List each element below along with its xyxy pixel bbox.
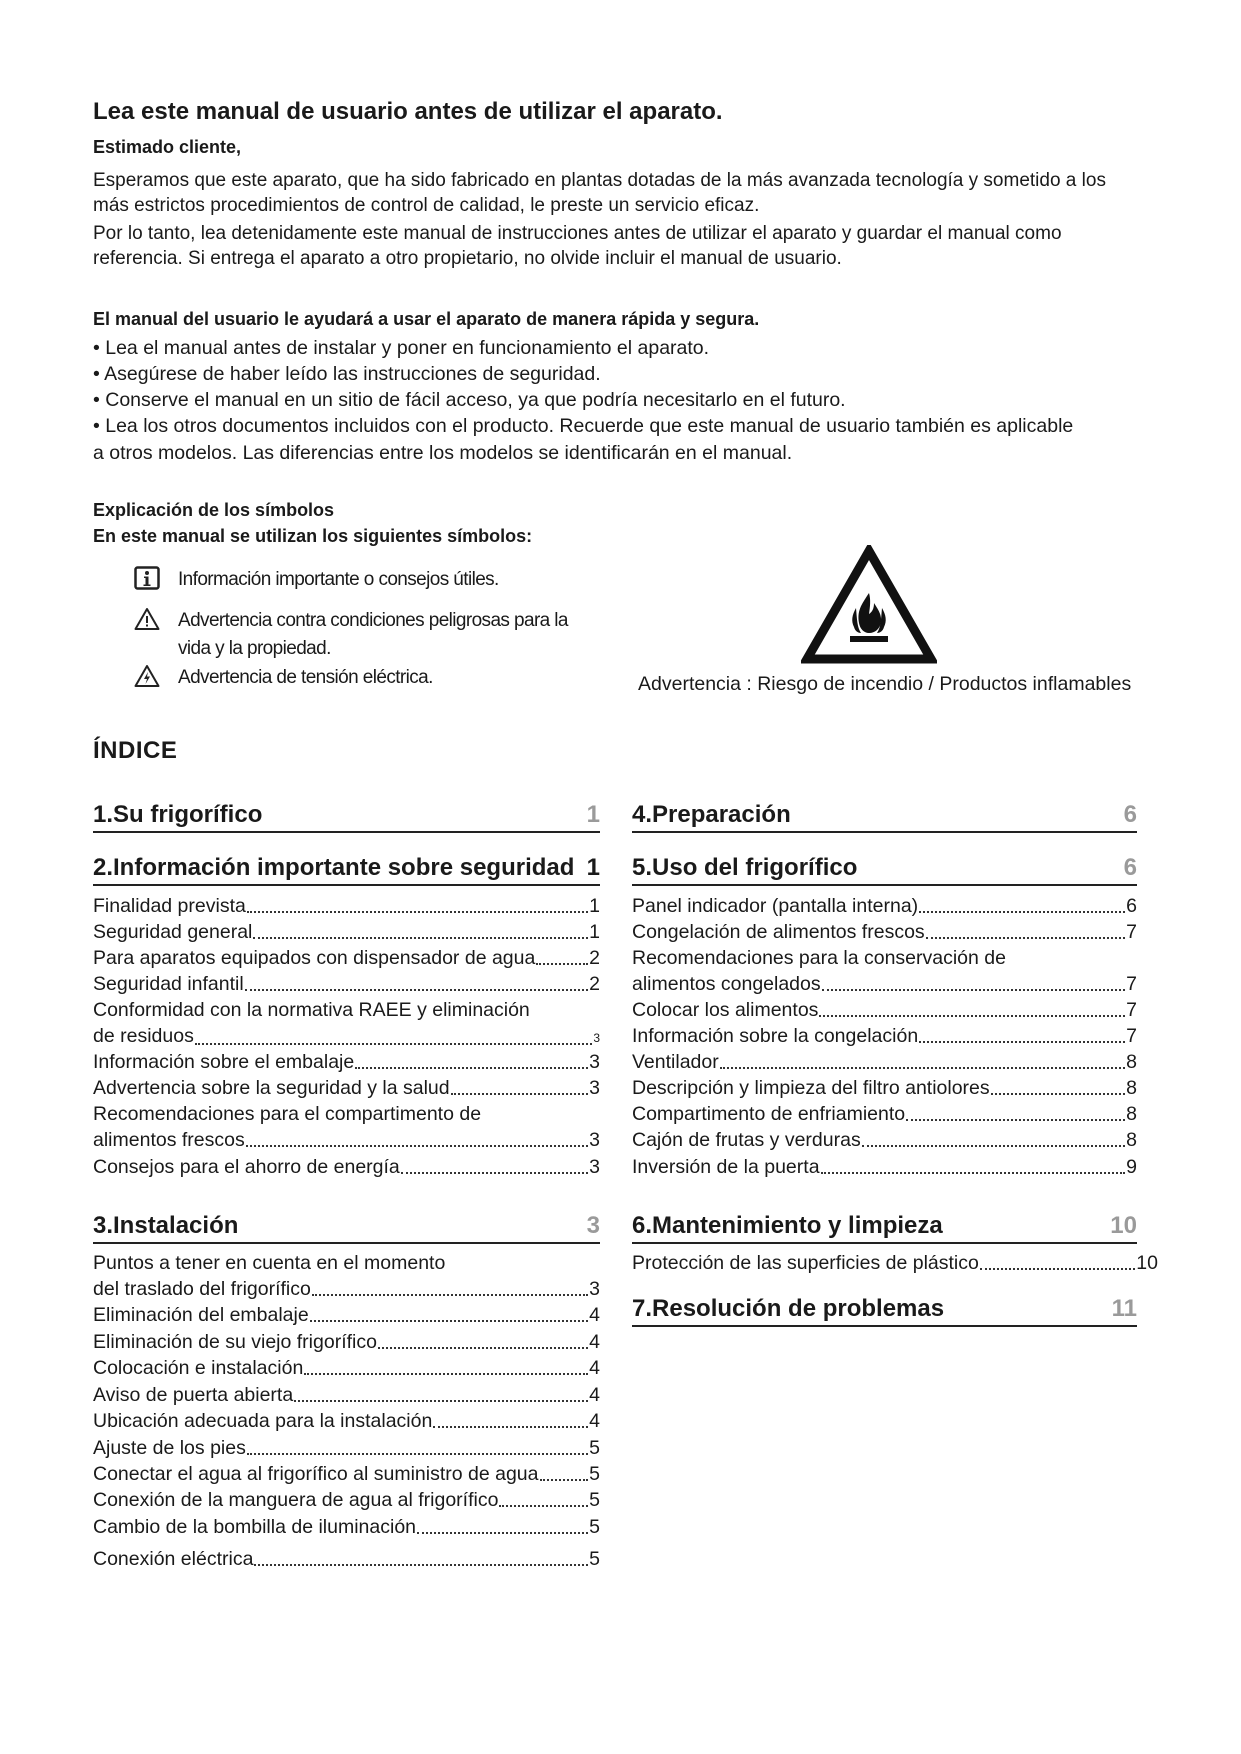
symbol-electric-text: Advertencia de tensión eléctrica. <box>178 667 433 688</box>
toc-entry: Eliminación del embalaje 4 <box>93 1304 600 1326</box>
section-7-label: 7.Resolución de problemas <box>632 1295 945 1322</box>
manual-help-bullet: • Asegúrese de haber leído las instrucciones de seguridad. <box>93 363 601 385</box>
symbols-subheading: En este manual se utilizan los siguientes símbolos: <box>93 526 533 546</box>
symbol-warning-row <box>134 607 568 663</box>
fire-warning-caption: Advertencia : Riesgo de incendio / Productos inflamables <box>638 673 1132 695</box>
intro-paragraph-2-line-1: Por lo tanto, lea detenidamente este manual de instrucciones antes de utilizar el aparato y guardar el manual como <box>93 223 1062 244</box>
flammable-warning-icon <box>801 545 937 667</box>
section-3-heading <box>93 1210 600 1244</box>
toc-entry: Inversión de la puerta 9 <box>632 1156 1137 1178</box>
section-5-heading <box>632 852 1137 886</box>
greeting: Estimado cliente, <box>93 137 242 157</box>
toc-entry: de residuos 3 <box>93 1025 600 1047</box>
manual-help-bullet: • Lea el manual antes de instalar y poner en funcionamiento el aparato. <box>93 337 710 359</box>
intro-paragraph-1-line-1: Esperamos que este aparato, que ha sido fabricado en plantas dotadas de la más avanzada tecnología y sometido a los <box>93 170 1106 191</box>
section-7-page: 11 <box>1111 1295 1137 1322</box>
info-icon <box>134 566 160 590</box>
symbol-warning-text-line-1: Advertencia contra condiciones peligrosas para la <box>178 610 568 631</box>
toc-entry-line: Conformidad con la normativa RAEE y eliminación <box>93 999 530 1021</box>
toc-entry: Finalidad prevista 1 <box>93 895 600 917</box>
section-1-page: 1 <box>586 801 600 828</box>
toc-entry: Ubicación adecuada para la instalación 4 <box>93 1410 600 1432</box>
toc-entry: Consejos para el ahorro de energía 3 <box>93 1156 600 1178</box>
toc-entry: Colocación e instalación 4 <box>93 1357 600 1379</box>
section-1-label: 1.Su frigorífico <box>93 801 263 828</box>
toc-entry: Advertencia sobre la seguridad y la salud 3 <box>93 1077 600 1099</box>
toc-entry: alimentos frescos 3 <box>93 1129 600 1151</box>
manual-help-bullet: • Lea los otros documentos incluidos con el producto. Recuerde que este manual de usuario también es aplicable <box>93 415 1074 437</box>
toc-entry: Conectar el agua al frigorífico al suministro de agua 5 <box>93 1463 600 1485</box>
section-4-label: 4.Preparación <box>632 801 791 828</box>
toc-entry: Seguridad general 1 <box>93 921 600 943</box>
toc-entry: alimentos congelados 7 <box>632 973 1137 995</box>
symbol-info-row <box>134 566 499 594</box>
section-6-page: 10 <box>1110 1212 1137 1239</box>
section-1-heading <box>93 799 600 833</box>
toc-entry: Información sobre la congelación 7 <box>632 1025 1137 1047</box>
toc-entry: Cambio de la bombilla de iluminación 5 <box>93 1516 600 1538</box>
index-title: ÍNDICE <box>93 737 178 764</box>
toc-entry: Cajón de frutas y verduras 8 <box>632 1129 1137 1151</box>
section-3-label: 3.Instalación <box>93 1212 239 1239</box>
toc-entry: Para aparatos equipados con dispensador de agua 2 <box>93 947 600 969</box>
symbol-info-text: Información importante o consejos útiles. <box>178 569 499 590</box>
section-6-label: 6.Mantenimiento y limpieza <box>632 1212 943 1239</box>
manual-help-bullet-continuation: a otros modelos. Las diferencias entre los modelos se identificarán en el manual. <box>93 442 793 464</box>
toc-entry: Ventilador 8 <box>632 1051 1137 1073</box>
section-2-heading <box>93 852 600 886</box>
toc-entry-line: Recomendaciones para la conservación de <box>632 947 1006 969</box>
section-2-page: 1 <box>586 854 600 881</box>
symbol-warning-text-line-2: vida y la propiedad. <box>178 638 331 659</box>
section-4-heading <box>632 799 1137 833</box>
section-4-page: 6 <box>1123 801 1137 828</box>
intro-paragraph-1-line-2: más estrictos procedimientos de control de calidad, le preste un servicio eficaz. <box>93 195 760 216</box>
manual-help-heading: El manual del usuario le ayudará a usar el aparato de manera rápida y segura. <box>93 309 760 329</box>
toc-entry: Seguridad infantil 2 <box>93 973 600 995</box>
symbol-electric-row <box>134 664 433 692</box>
electric-warning-icon <box>134 664 160 688</box>
toc-entry-line: Puntos a tener en cuenta en el momento <box>93 1252 446 1274</box>
toc-entry: Compartimento de enfriamiento 8 <box>632 1103 1137 1125</box>
section-6-heading <box>632 1210 1137 1244</box>
section-2-label: 2.Información importante sobre seguridad <box>93 854 575 881</box>
document-title: Lea este manual de usuario antes de utilizar el aparato. <box>93 98 723 125</box>
section-7-heading <box>632 1293 1137 1327</box>
symbols-heading: Explicación de los símbolos <box>93 500 335 520</box>
section-5-label: 5.Uso del frigorífico <box>632 854 858 881</box>
warning-icon <box>134 607 160 631</box>
toc-entry: Eliminación de su viejo frigorífico 4 <box>93 1331 600 1353</box>
toc-entry: Conexión de la manguera de agua al frigorífico 5 <box>93 1489 600 1511</box>
manual-help-bullet: • Conserve el manual en un sitio de fácil acceso, ya que podría necesitarlo en el futuro. <box>93 389 846 411</box>
toc-entry: Ajuste de los pies 5 <box>93 1437 600 1459</box>
toc-entry: Aviso de puerta abierta 4 <box>93 1384 600 1406</box>
toc-entry: Congelación de alimentos frescos 7 <box>632 921 1137 943</box>
toc-entry: Protección de las superficies de plástico 10 <box>632 1252 1158 1274</box>
intro-paragraph-2-line-2: referencia. Si entrega el aparato a otro propietario, no olvide incluir el manual de usuario. <box>93 248 842 269</box>
toc-entry: Información sobre el embalaje 3 <box>93 1051 600 1073</box>
toc-entry-line: Recomendaciones para el compartimento de <box>93 1103 482 1125</box>
toc-entry: Conexión eléctrica 5 <box>93 1548 600 1570</box>
toc-entry: Panel indicador (pantalla interna) 6 <box>632 895 1137 917</box>
section-5-page: 6 <box>1123 854 1137 881</box>
section-3-page: 3 <box>586 1212 600 1239</box>
toc-entry: del traslado del frigorífico 3 <box>93 1278 600 1300</box>
toc-entry: Descripción y limpieza del filtro antiolores 8 <box>632 1077 1137 1099</box>
toc-entry: Colocar los alimentos 7 <box>632 999 1137 1021</box>
